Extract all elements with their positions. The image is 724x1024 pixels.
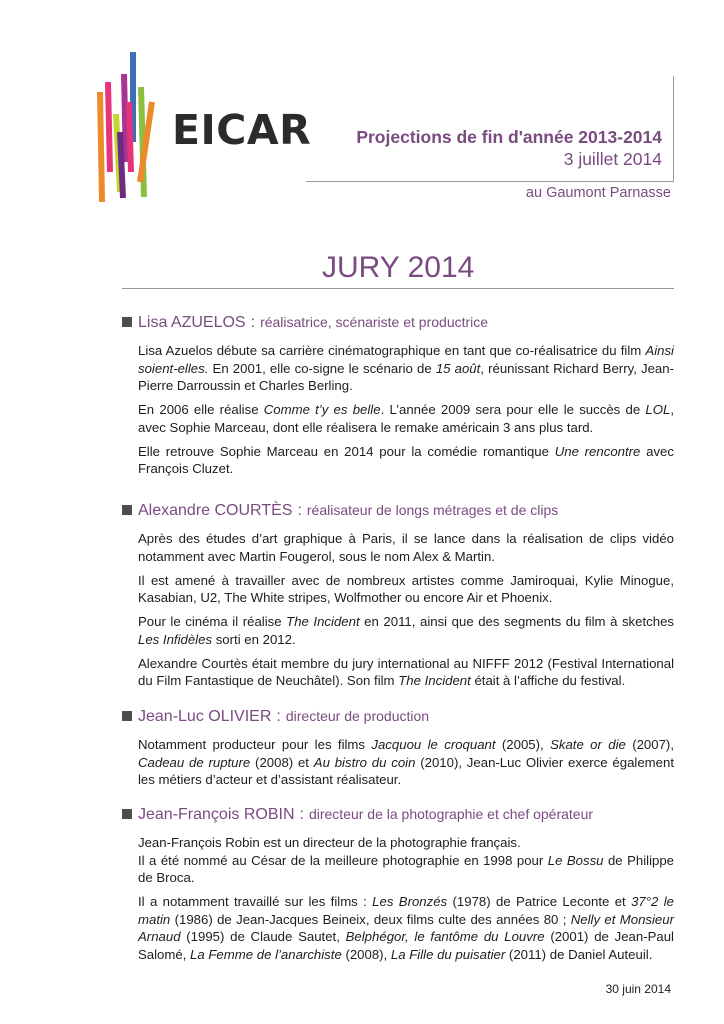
- member-name: Jean-François ROBIN: [138, 806, 295, 823]
- eicar-logo-text: EICAR: [172, 106, 312, 154]
- bio-text: en 2011, ainsi que des segments du film à sketches: [359, 614, 675, 629]
- bio-paragraph: [138, 401, 674, 436]
- jury-member-azuelos: [122, 314, 674, 484]
- bio-text: En 2001, elle co-signe le scénario de: [208, 360, 436, 376]
- bio-text: (2008) et: [250, 754, 314, 770]
- bio-paragraph: [138, 342, 674, 395]
- bio-paragraph: [138, 834, 674, 887]
- footer-date: 30 juin 2014: [605, 982, 671, 996]
- film-title: Ainsi soient-elles.: [138, 343, 674, 376]
- member-role: réalisateur de longs métrages et de clips: [306, 502, 559, 518]
- header-divider: [306, 181, 674, 182]
- event-title: Projections de fin d'année 2013-2014: [356, 127, 662, 147]
- film-title: Les Infidèles: [138, 631, 213, 647]
- bio-paragraph: [138, 655, 674, 690]
- film-title: Comme t’y es belle: [263, 402, 381, 417]
- member-separator: :: [276, 708, 281, 725]
- jury-member-robin: [122, 806, 674, 970]
- square-bullet-icon: [122, 809, 132, 819]
- member-separator: :: [299, 806, 304, 823]
- square-bullet-icon: [122, 317, 132, 327]
- bio-text: avec François Cluzet.: [138, 443, 674, 476]
- bio-paragraph: [138, 613, 674, 648]
- bio-paragraph: [138, 530, 674, 565]
- member-role: réalisatrice, scénariste et productrice: [260, 314, 489, 330]
- logo-bar: [108, 82, 110, 172]
- bio-text: (2010), Jean-Luc Olivier exerce également les métiers d’acteur et d’assistant réalisateur.: [138, 754, 674, 787]
- member-bio: [138, 834, 674, 963]
- bio-text: Jean-François Robin est un directeur de la photographie français.: [138, 835, 521, 850]
- member-role: directeur de la photographie et chef opérateur: [308, 806, 594, 822]
- bio-text: (1986) de Jean-Jacques Beineix, deux films culte des années 80 ;: [170, 911, 571, 927]
- member-role: directeur de production: [285, 708, 430, 724]
- film-title: The Incident: [398, 673, 471, 688]
- bio-text: (2005),: [495, 737, 551, 752]
- bio-text: était à l’affiche du festival.: [470, 673, 626, 688]
- film-title: Le Bossu: [547, 852, 604, 868]
- film-title: Jacquou le croquant: [371, 737, 496, 752]
- logo-bar: [129, 102, 131, 172]
- logo-bar: [120, 132, 123, 198]
- bio-text: Alexandre Courtès était membre du jury international au NIFFF 2012 (Festival International du Film Fantastique de Neuchâtel). Son film: [138, 655, 674, 688]
- square-bullet-icon: [122, 505, 132, 515]
- bio-text: Il a été nommé au César de la meilleure photographie en 1998 pour: [138, 852, 548, 868]
- film-title: The Incident: [286, 614, 360, 629]
- film-title: LOL: [645, 402, 671, 417]
- jury-member-courtes: [122, 502, 674, 696]
- film-title: La Fille du puisatier: [390, 946, 506, 962]
- bio-text: (2011) de Daniel Auteuil.: [505, 946, 653, 962]
- bio-text: Notamment producteur pour les films: [138, 737, 372, 752]
- bio-paragraph: [138, 443, 674, 478]
- bio-text: Pour le cinéma il réalise: [138, 614, 287, 629]
- event-venue: au Gaumont Parnasse: [525, 185, 671, 201]
- film-title: 37°2 le matin: [138, 894, 674, 927]
- bio-text: Il a notamment travaillé sur les films :: [138, 894, 373, 909]
- film-title: Une rencontre: [554, 443, 641, 459]
- member-separator: :: [297, 502, 302, 519]
- bio-paragraph: [138, 893, 674, 963]
- bio-text: (2008),: [341, 946, 391, 962]
- member-heading: [122, 502, 674, 520]
- bio-text: . L’année 2009 sera pour elle le succès de: [380, 402, 646, 417]
- member-bio: [138, 342, 674, 478]
- bio-text: Lisa Azuelos débute sa carrière cinématographique en tant que co-réalisatrice du film: [138, 343, 646, 358]
- bio-text: de Philippe de Broca.: [138, 852, 675, 885]
- logo-bar: [124, 74, 126, 162]
- bio-text: (2001) de Jean-Paul Salomé,: [138, 929, 674, 962]
- page-title: JURY 2014: [322, 251, 475, 284]
- member-name: Alexandre COURTÈS: [138, 502, 293, 519]
- title-divider: [122, 288, 674, 289]
- bio-paragraph: [138, 572, 674, 607]
- bio-text: (1978) de Patrice Leconte et: [447, 894, 632, 909]
- member-bio: [138, 530, 674, 690]
- bio-text: sorti en 2012.: [212, 631, 296, 647]
- jury-member-olivier: [122, 708, 674, 795]
- film-title: Belphégor, le fantôme du Louvre: [345, 929, 545, 944]
- film-title: Nelly et Monsieur Arnaud: [138, 911, 674, 944]
- bio-text: , réunissant Richard Berry, Jean-Pierre Darroussin et Charles Berling.: [138, 360, 674, 393]
- member-heading: [122, 314, 674, 332]
- film-title: Cadeau de rupture: [138, 754, 251, 770]
- square-bullet-icon: [122, 711, 132, 721]
- logo-bar: [100, 92, 102, 202]
- member-heading: [122, 708, 674, 726]
- film-title: La Femme de l’anarchiste: [190, 946, 342, 962]
- bio-text: Après des études d’art graphique à Paris, il se lance dans la réalisation de clips vidéo notamment avec Martin Fougerol, sous le nom Alex & Martin.: [138, 531, 674, 564]
- film-title: Les Bronzés: [372, 894, 448, 909]
- film-title: Au bistro du coin: [313, 754, 416, 770]
- bio-text: , avec Sophie Marceau, dont elle réalisera le remake américain 3 ans plus tard.: [138, 402, 674, 435]
- bio-paragraph: [138, 736, 674, 789]
- bio-text: Elle retrouve Sophie Marceau en 2014 pour la comédie romantique: [138, 443, 555, 459]
- member-heading: [122, 806, 674, 824]
- eicar-logo-bars: [96, 52, 166, 202]
- film-title: 15 août: [435, 360, 481, 376]
- bio-text: Il est amené à travailler avec de nombreux artistes comme Jamiroquai, Kylie Minogue, Kasabian, U2, The White stripes, Wolfmother ou encore Air et Phoenix.: [138, 572, 674, 605]
- bio-text: En 2006 elle réalise: [138, 402, 264, 417]
- member-name: Lisa AZUELOS: [138, 314, 246, 331]
- film-title: Skate or die: [550, 737, 626, 752]
- member-bio: [138, 736, 674, 789]
- bio-text: (1995) de Claude Sautet,: [180, 929, 346, 944]
- member-name: Jean-Luc OLIVIER: [138, 708, 272, 725]
- member-separator: :: [250, 314, 256, 331]
- header-vertical-rule: [673, 76, 674, 181]
- bio-text: (2007),: [625, 737, 674, 752]
- event-date: 3 juillet 2014: [563, 149, 662, 169]
